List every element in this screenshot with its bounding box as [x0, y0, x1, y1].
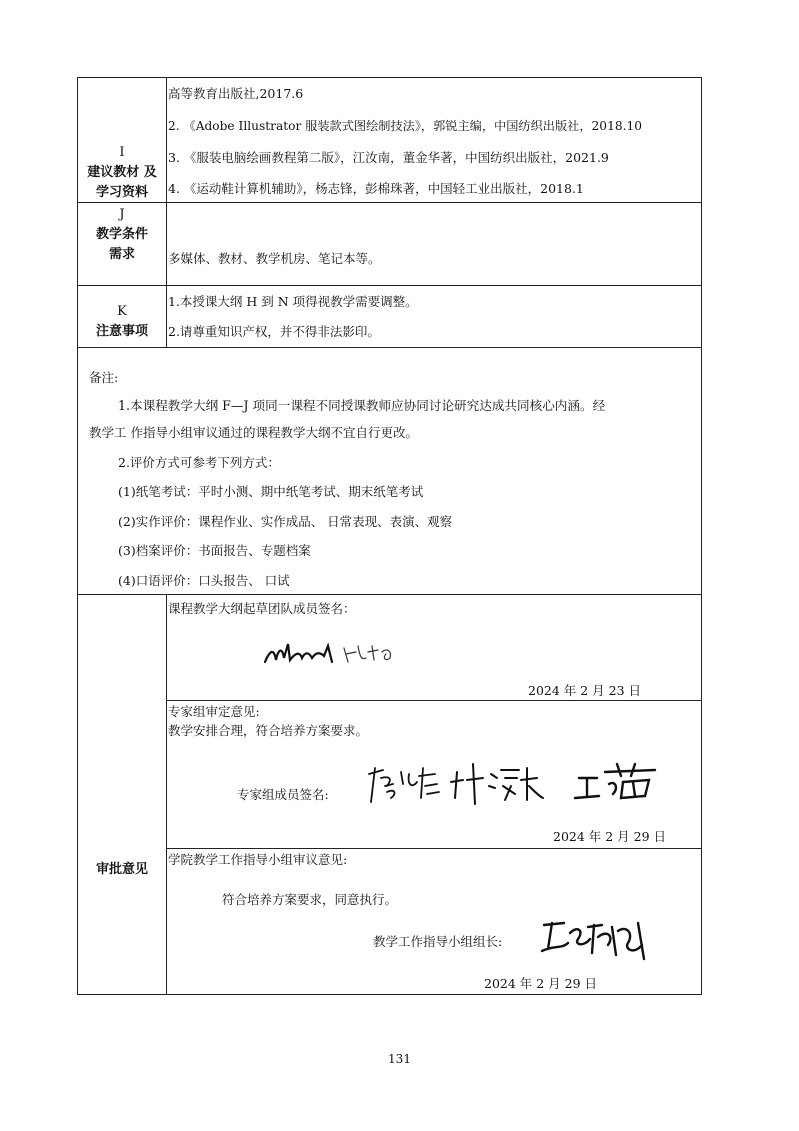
notes-line-4: (2)实作评价：课程作业、实作成品、 日常表现、表演、观察: [118, 514, 453, 529]
section-k-letter: K: [117, 304, 127, 319]
college-committee-sign-label: 教学工作指导小组组长:: [373, 934, 503, 949]
notes-line-5: (3)档案评价：书面报告、专题档案: [118, 543, 311, 558]
table-bottom-border: [77, 994, 702, 995]
section-i-title-line1: 建议教材 及: [87, 165, 157, 180]
teaching-conditions-text: 多媒体、教材、教学机房、笔记本等。: [168, 251, 381, 266]
notes-line-1b: 教学工 作指导小组审议通过的课程教学大纲不宜自行更改。: [89, 425, 418, 440]
college-committee-date: 2024 年 2 月 29 日: [484, 976, 598, 991]
drafting-team-signature: [262, 640, 412, 670]
drafting-team-date: 2024 年 2 月 23 日: [528, 683, 642, 698]
row-divider-expert-college: [166, 848, 702, 849]
section-i-title-line2: 学习资料: [95, 185, 148, 200]
college-committee-opinion: 符合培养方案要求，同意执行。: [222, 892, 398, 907]
reference-item-4: 4. 《运动鞋计算机辅助》，杨志锋，彭棉珠著，中国轻工业出版社，2018.1: [168, 181, 584, 196]
row-divider-notes-approval: [77, 594, 702, 595]
section-j-letter: J: [119, 207, 125, 222]
section-j-label: [78, 205, 166, 265]
notes-line-6: (4)口语评价：口头报告、 口试: [118, 573, 290, 588]
drafting-team-title: 课程教学大纲起草团队成员签名：: [168, 601, 356, 616]
notes-line-1a: 1.本课程教学大纲 F—J 项同一课程不同授课教师应协同讨论研究达成共同核心内涵。经: [118, 398, 606, 413]
expert-group-signatures: [365, 758, 660, 810]
row-divider-i-j: [77, 202, 702, 203]
notes-title: 备注:: [89, 370, 119, 385]
row-divider-k-notes: [77, 347, 702, 348]
table-top-border: [77, 77, 702, 78]
approval-label: 审批意见: [95, 862, 148, 877]
college-committee-title: 学院教学工作指导小组审议意见:: [168, 852, 348, 867]
notice-item-1: 1.本授课大纲 H 到 N 项得视教学需要调整。: [168, 294, 418, 309]
section-k-label: [78, 302, 166, 342]
section-i-label: [78, 143, 166, 203]
section-j-title-line1: 教学条件: [95, 227, 148, 242]
reference-item-2: 2. 《Adobe Illustrator 服装款式图绘制技法》，郭锐主编，中国纺织出版社，2018.10: [168, 119, 642, 133]
notice-item-2: 2.请尊重知识产权，并不得非法影印。: [168, 324, 380, 339]
page-number: 131: [388, 1052, 411, 1066]
expert-group-title: 专家组审定意见:: [168, 704, 260, 719]
reference-item-1: 高等教育出版社,2017.6: [168, 86, 304, 101]
section-i-letter: I: [119, 145, 125, 160]
row-divider-drafting-expert: [166, 700, 702, 701]
section-k-title-line1: 注意事项: [95, 324, 148, 339]
expert-group-date: 2024 年 2 月 29 日: [553, 829, 667, 844]
expert-group-sign-label: 专家组成员签名:: [237, 787, 329, 802]
reference-item-3: 3. 《服装电脑绘画教程第二版》，江汝南，董金华著，中国纺织出版社，2021.9: [168, 150, 609, 165]
table-right-border: [701, 77, 702, 995]
row-divider-j-k: [77, 285, 702, 286]
label-column-divider-top: [166, 77, 167, 348]
notes-line-3: (1)纸笔考试：平时小测、期中纸笔考试、期末纸笔考试: [118, 484, 424, 499]
notes-line-2: 2.评价方式可参考下列方式：: [118, 455, 280, 470]
section-j-title-line2: 需求: [108, 247, 135, 262]
expert-group-opinion: 教学安排合理，符合培养方案要求。: [168, 723, 369, 738]
label-column-divider-bottom: [166, 594, 167, 995]
college-committee-signature: [538, 915, 658, 963]
